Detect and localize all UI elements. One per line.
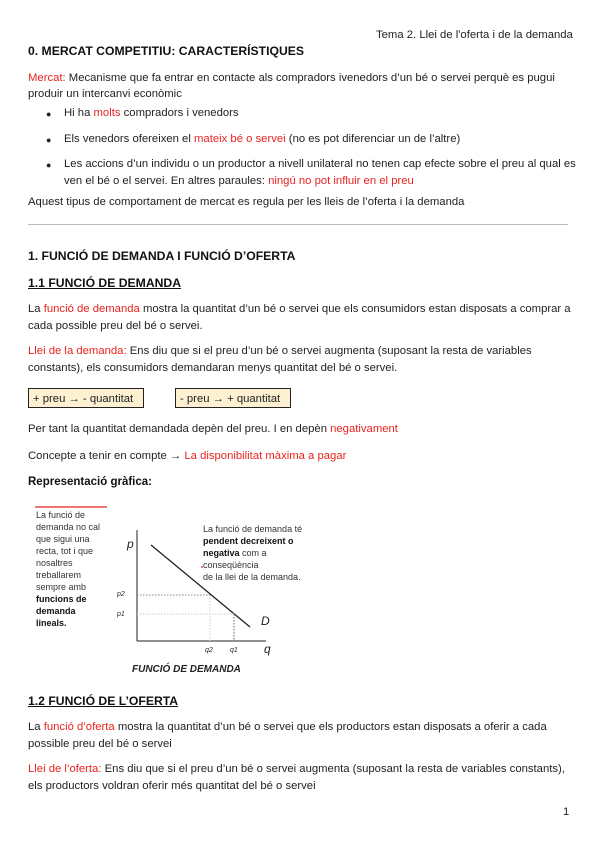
- note-left: La funció de demanda no cal que sigui una recta, tot i que nosaltres treballarem sempre amb funcions de demanda lineals.: [36, 509, 108, 629]
- price-up-box: + preu → - quantitat: [28, 388, 144, 408]
- bullet-icon: ●: [46, 109, 52, 119]
- axis-q-label: q: [264, 642, 271, 656]
- p1-label: p1: [117, 611, 125, 618]
- bullet-icon: ●: [46, 135, 52, 145]
- q2-label: q2: [205, 647, 213, 654]
- curve-label: D: [261, 614, 270, 628]
- graph-heading: Representació gràfica:: [28, 476, 152, 488]
- demand-definition: La funció de demanda mostra la quantitat d’un bé o servei que els consumidors estan disposats a comprar a cada possible preu del bé o servei.: [28, 303, 571, 332]
- bullet-1: Hi ha molts compradors i venedors: [64, 107, 239, 119]
- section-0-title: 0. MERCAT COMPETITIU: CARACTERÍSTIQUES: [28, 44, 305, 58]
- axis-p-label: p: [127, 537, 134, 551]
- graph-caption: FUNCIÓ DE DEMANDA: [132, 664, 241, 675]
- q1-label: q1: [230, 647, 238, 654]
- bullet-3: Les accions d’un individu o un productor a nivell unilateral no tenen cap efecte sobre el preu al qual es ven el bé o el servei. En altres paraules: ningú no pot influir en el preu: [64, 158, 576, 187]
- subsection-supply: 1.2 FUNCIÓ DE L’OFERTA: [28, 694, 179, 708]
- supply-law: Llei de l’oferta: Ens diu que si el preu d’un bé o servei augmenta (suposant la resta de variables constants), els productors voldran oferir més quantitat del bé o servei: [28, 763, 565, 792]
- header-title: Tema 2. Llei de l'oferta i de la demanda: [376, 29, 573, 41]
- text: Per tant la quantitat demandada depèn del preu. I en depèn negativament: [28, 423, 398, 435]
- subsection-demand: 1.1 FUNCIÓ DE DEMANDA: [28, 276, 182, 290]
- price-down-box: - preu → + quantitat: [175, 388, 291, 408]
- page-number: 1: [563, 806, 570, 818]
- text: Mecanisme que fa entrar en contacte als compradors ivenedors d’un bé o servei perquè es pugui: [65, 72, 555, 84]
- term: Mercat:: [28, 72, 66, 84]
- p2-label: p2: [117, 591, 125, 598]
- note-right: La funció de demanda té pendent decreixent o negativa com a conseqüència de la llei de la demanda.: [203, 523, 323, 583]
- demand-law: Llei de la demanda: Ens diu que si el preu d’un bé o servei augmenta (suposant la resta de variables constants), els consumidors demandaran menys quantitat del bé o servei.: [28, 345, 532, 374]
- text: Concepte a tenir en compte → La disponibilitat màxima a pagar: [28, 450, 347, 462]
- closing-text: Aquest tipus de comportament de mercat es regula per les lleis de l’oferta i la demanda: [28, 196, 465, 208]
- section-1-title: 1. FUNCIÓ DE DEMANDA I FUNCIÓ D’OFERTA: [28, 249, 296, 263]
- text: produir un intercanvi econòmic: [28, 88, 182, 100]
- bullet-icon: ●: [46, 160, 52, 170]
- supply-definition: La funció d’oferta mostra la quantitat d’un bé o servei que els productors estan disposats a oferir a cada possible preu del bé o servei: [28, 721, 547, 750]
- bullet-2: Els venedors ofereixen el mateix bé o servei (no es pot diferenciar un de l’altre): [64, 133, 461, 145]
